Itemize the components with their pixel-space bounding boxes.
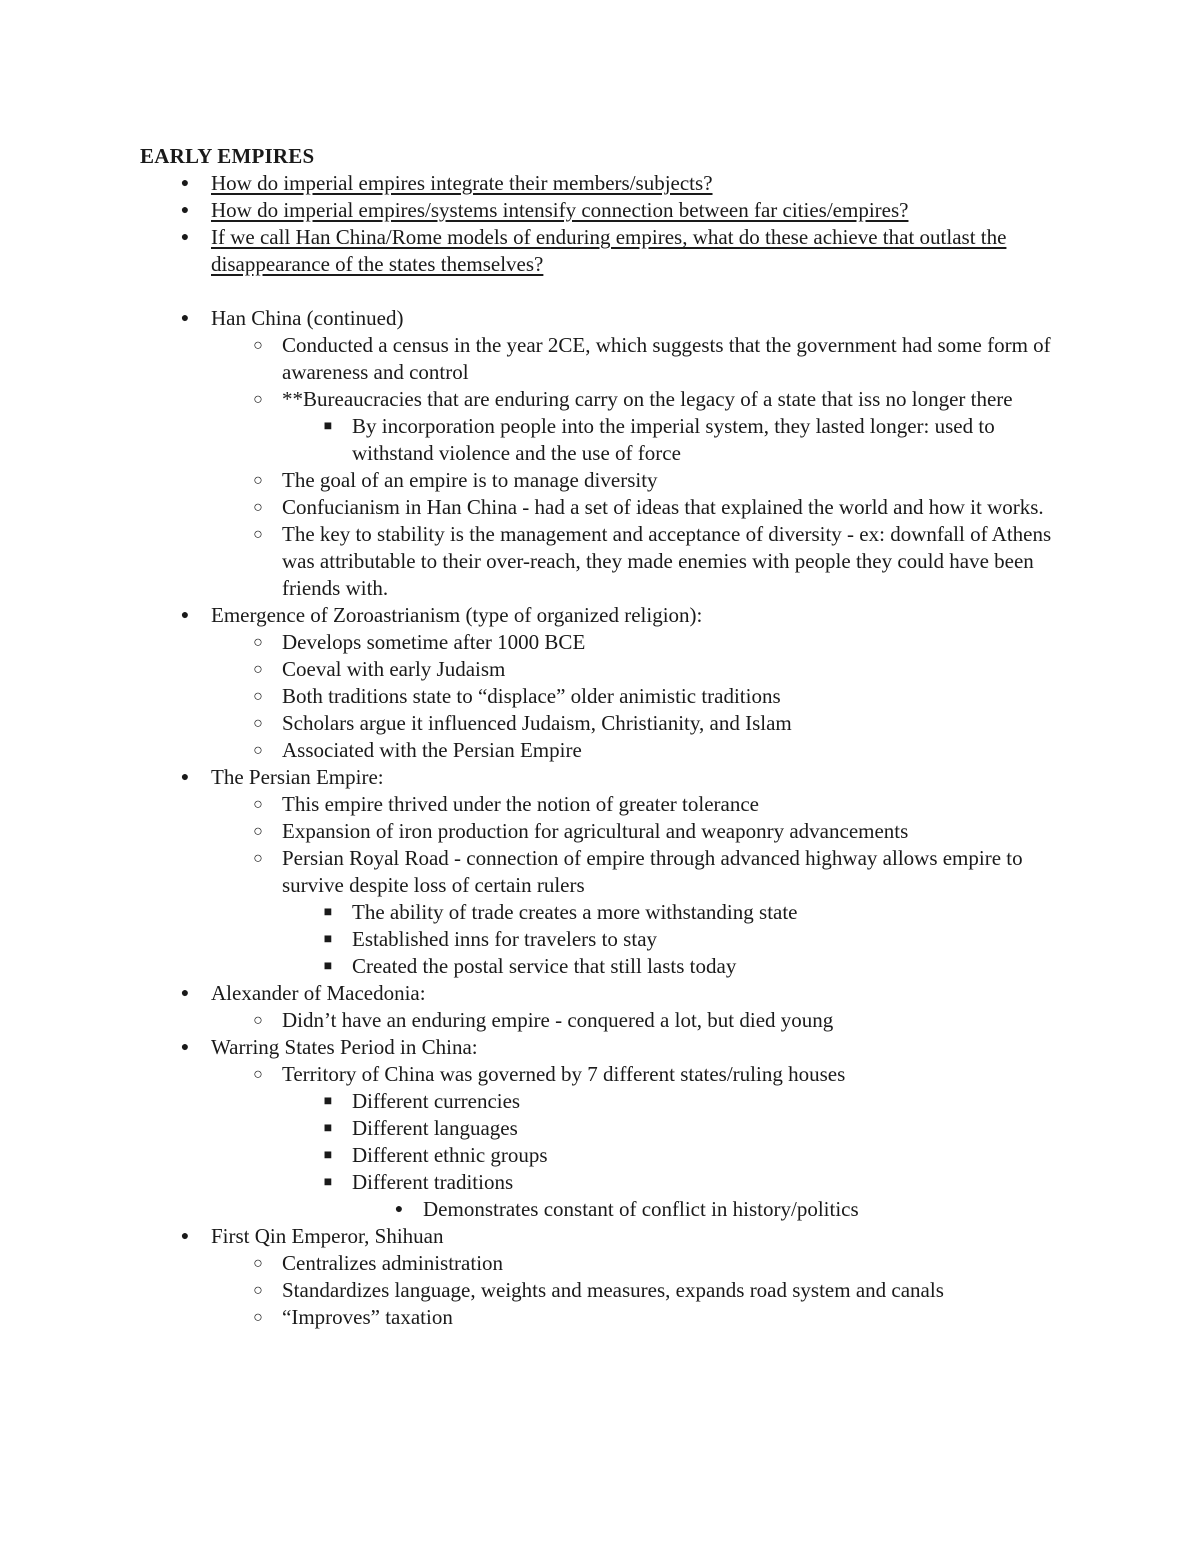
list-item <box>253 656 1062 683</box>
sub-list-item-text: Different currencies <box>352 1089 521 1113</box>
section-heading-text: Han China (continued) <box>211 306 404 330</box>
list-item-text: Scholars argue it influenced Judaism, Christianity, and Islam <box>282 711 792 735</box>
notes-body <box>0 170 1200 1331</box>
question-text: How do imperial empires/systems intensify connection between far cities/empires? <box>211 198 909 222</box>
sub-list-item-text: By incorporation people into the imperial system, they lasted longer: used to withstand violence and the use of force <box>352 414 995 465</box>
list-item <box>253 683 1062 710</box>
sub-list-item <box>323 899 1062 926</box>
square-bullet-icon: ■ <box>323 959 333 974</box>
sub-sub-list-item <box>394 1196 1063 1223</box>
list-item <box>253 467 1062 494</box>
sub-list-item-text: The ability of trade creates a more withstanding state <box>352 900 798 924</box>
sub-list-item <box>323 926 1062 953</box>
circle-bullet-icon: ○ <box>253 337 263 354</box>
disc-bullet-icon: ● <box>180 311 190 326</box>
section-heading-text: The Persian Empire: <box>211 765 384 789</box>
question-item <box>180 170 1021 197</box>
list-item <box>253 521 1062 602</box>
section-heading-text: Alexander of Macedonia: <box>211 981 426 1005</box>
list-item <box>253 737 1062 764</box>
list-item <box>253 1061 1062 1088</box>
list-item <box>253 1277 1062 1304</box>
circle-bullet-icon: ○ <box>253 526 263 543</box>
list-item-text: Develops sometime after 1000 BCE <box>282 630 586 654</box>
list-item <box>253 332 1062 386</box>
list-item-text: This empire thrived under the notion of greater tolerance <box>282 792 759 816</box>
disc-bullet-icon: ● <box>180 986 190 1001</box>
square-bullet-icon: ■ <box>323 1121 333 1136</box>
section-heading-persian <box>180 764 1021 791</box>
circle-bullet-icon: ○ <box>253 1255 263 1272</box>
list-item <box>253 1007 1062 1034</box>
disc-bullet-icon: ● <box>180 1229 190 1244</box>
circle-bullet-icon: ○ <box>253 715 263 732</box>
square-bullet-icon: ■ <box>323 1175 333 1190</box>
sub-sub-list-item-text: Demonstrates constant of conflict in history/politics <box>423 1197 859 1221</box>
disc-bullet-icon: ● <box>180 770 190 785</box>
circle-bullet-icon: ○ <box>253 850 263 867</box>
list-item-text: Associated with the Persian Empire <box>282 738 582 762</box>
list-item-text: Conducted a census in the year 2CE, which suggests that the government had some form of awareness and control <box>282 333 1051 384</box>
list-item-text: Persian Royal Road - connection of empire through advanced highway allows empire to survive despite loss of certain rulers <box>282 846 1023 897</box>
spacer <box>0 278 1200 305</box>
list-item-text: Didn’t have an enduring empire - conquered a lot, but died young <box>282 1008 834 1032</box>
square-bullet-icon: ■ <box>323 1148 333 1163</box>
page-title: EARLY EMPIRES <box>140 144 315 168</box>
list-item-text: Territory of China was governed by 7 different states/ruling houses <box>282 1062 846 1086</box>
question-text: If we call Han China/Rome models of enduring empires, what do these achieve that outlast the disappearance of the states themselves? <box>211 225 1007 276</box>
circle-bullet-icon: ○ <box>253 472 263 489</box>
circle-bullet-icon: ○ <box>253 688 263 705</box>
list-item <box>253 710 1062 737</box>
list-item <box>253 791 1062 818</box>
list-item <box>253 845 1062 899</box>
disc-bullet-icon: ● <box>180 203 190 218</box>
list-item <box>253 1250 1062 1277</box>
square-bullet-icon: ■ <box>323 1094 333 1109</box>
circle-bullet-icon: ○ <box>253 634 263 651</box>
disc-bullet-icon: ● <box>180 176 190 191</box>
list-item-text: **Bureaucracies that are enduring carry on the legacy of a state that iss no longer there <box>282 387 1013 411</box>
list-item <box>253 1304 1062 1331</box>
question-item <box>180 197 1021 224</box>
circle-bullet-icon: ○ <box>253 796 263 813</box>
section-heading-text: First Qin Emperor, Shihuan <box>211 1224 444 1248</box>
list-item-text: Standardizes language, weights and measures, expands road system and canals <box>282 1278 944 1302</box>
list-item-text: Expansion of iron production for agricultural and weaponry advancements <box>282 819 909 843</box>
sub-list-item <box>323 1115 1062 1142</box>
circle-bullet-icon: ○ <box>253 1066 263 1083</box>
sub-list-item-text: Established inns for travelers to stay <box>352 927 658 951</box>
list-item-text: Confucianism in Han China - had a set of ideas that explained the world and how it works. <box>282 495 1044 519</box>
list-item-text: “Improves” taxation <box>282 1305 453 1329</box>
square-bullet-icon: ■ <box>323 905 333 920</box>
section-heading-han <box>180 305 1021 332</box>
circle-bullet-icon: ○ <box>253 742 263 759</box>
list-item-text: Centralizes administration <box>282 1251 504 1275</box>
sub-list-item-text: Different ethnic groups <box>352 1143 548 1167</box>
square-bullet-icon: ■ <box>323 932 333 947</box>
circle-bullet-icon: ○ <box>253 1282 263 1299</box>
circle-bullet-icon: ○ <box>253 661 263 678</box>
list-item-text: Both traditions state to “displace” older animistic traditions <box>282 684 781 708</box>
section-heading-warring-states <box>180 1034 1021 1061</box>
disc-bullet-icon: ● <box>180 608 190 623</box>
circle-bullet-icon: ○ <box>253 499 263 516</box>
list-item <box>253 386 1062 413</box>
question-text: How do imperial empires integrate their members/subjects? <box>211 171 713 195</box>
circle-bullet-icon: ○ <box>253 823 263 840</box>
disc-bullet-icon: ● <box>180 1040 190 1055</box>
sub-list-item-text: Different traditions <box>352 1170 514 1194</box>
list-item-text: Coeval with early Judaism <box>282 657 506 681</box>
list-item-text: The key to stability is the management and acceptance of diversity - ex: downfall of Athens was attributable to their over-reach, they made enemies with people they could have been friends with. <box>282 522 1052 600</box>
circle-bullet-icon: ○ <box>253 1309 263 1326</box>
section-heading-qin <box>180 1223 1021 1250</box>
sub-list-item <box>323 953 1062 980</box>
sub-list-item-text: Created the postal service that still lasts today <box>352 954 737 978</box>
sub-list-item <box>323 413 1062 467</box>
sub-list-item <box>323 1169 1062 1196</box>
section-heading-alexander <box>180 980 1021 1007</box>
sub-list-item <box>323 1088 1062 1115</box>
list-item <box>253 494 1062 521</box>
sub-list-item-text: Different languages <box>352 1116 518 1140</box>
square-bullet-icon: ■ <box>323 419 333 434</box>
section-heading-text: Emergence of Zoroastrianism (type of organized religion): <box>211 603 703 627</box>
disc-bullet-icon: ● <box>180 230 190 245</box>
list-item <box>253 818 1062 845</box>
list-item <box>253 629 1062 656</box>
circle-bullet-icon: ○ <box>253 1012 263 1029</box>
circle-bullet-icon: ○ <box>253 391 263 408</box>
sub-list-item <box>323 1142 1062 1169</box>
section-heading-zoroastrianism <box>180 602 1021 629</box>
question-item <box>180 224 1021 278</box>
disc-bullet-icon: ● <box>394 1202 404 1217</box>
section-heading-text: Warring States Period in China: <box>211 1035 478 1059</box>
list-item-text: The goal of an empire is to manage diversity <box>282 468 658 492</box>
